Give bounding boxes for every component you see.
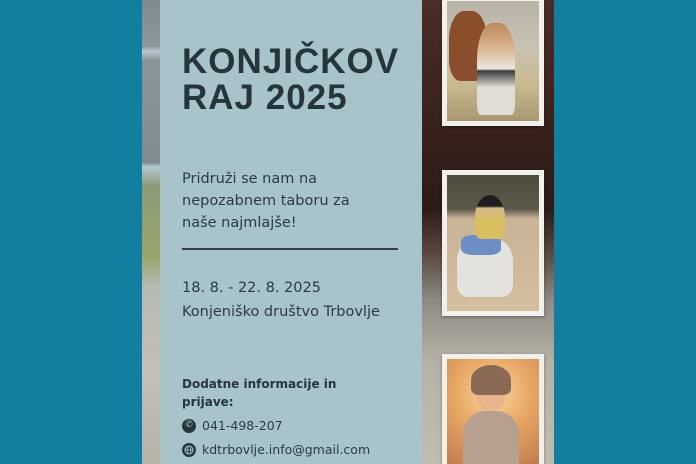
info-panel [160,0,422,464]
intro-line-3: naše najmlajše! [182,215,297,231]
right-photo-strip [422,0,554,464]
helmet-figure [471,365,511,395]
event-details [182,276,380,324]
photo-child-in-helmet [442,354,544,464]
contact-heading [182,375,402,411]
contact-heading-line-1: Dodatne informacije in [182,377,337,391]
phone-number: 041-498-207 [202,418,283,433]
camp-poster [142,0,554,464]
child-body-figure [463,411,519,464]
email-address: kdtrbovlje.info@gmail.com [202,442,371,457]
globe-icon [182,443,196,457]
divider [182,248,398,250]
rider-figure [475,195,505,239]
intro-text [182,168,402,234]
event-organizer: Konjeniško društvo Trbovlje [182,304,380,320]
contact-heading-line-2: prijave: [182,395,234,409]
title-line-1: KONJIČKOV [182,42,400,81]
girl-figure [477,23,515,115]
photo-child-on-pony [442,170,544,316]
left-photo-strip [142,0,160,464]
poster-title [182,44,399,116]
photo-girl-with-horse [442,0,544,126]
email-row [182,442,370,457]
title-line-2: RAJ 2025 [182,78,348,117]
intro-line-1: Pridruži se nam na [182,171,318,187]
phone-icon: ✆ [182,419,196,433]
phone-row [182,418,283,433]
intro-line-2: nepozabnem taboru za [182,193,350,209]
event-dates: 18. 8. - 22. 8. 2025 [182,280,321,296]
